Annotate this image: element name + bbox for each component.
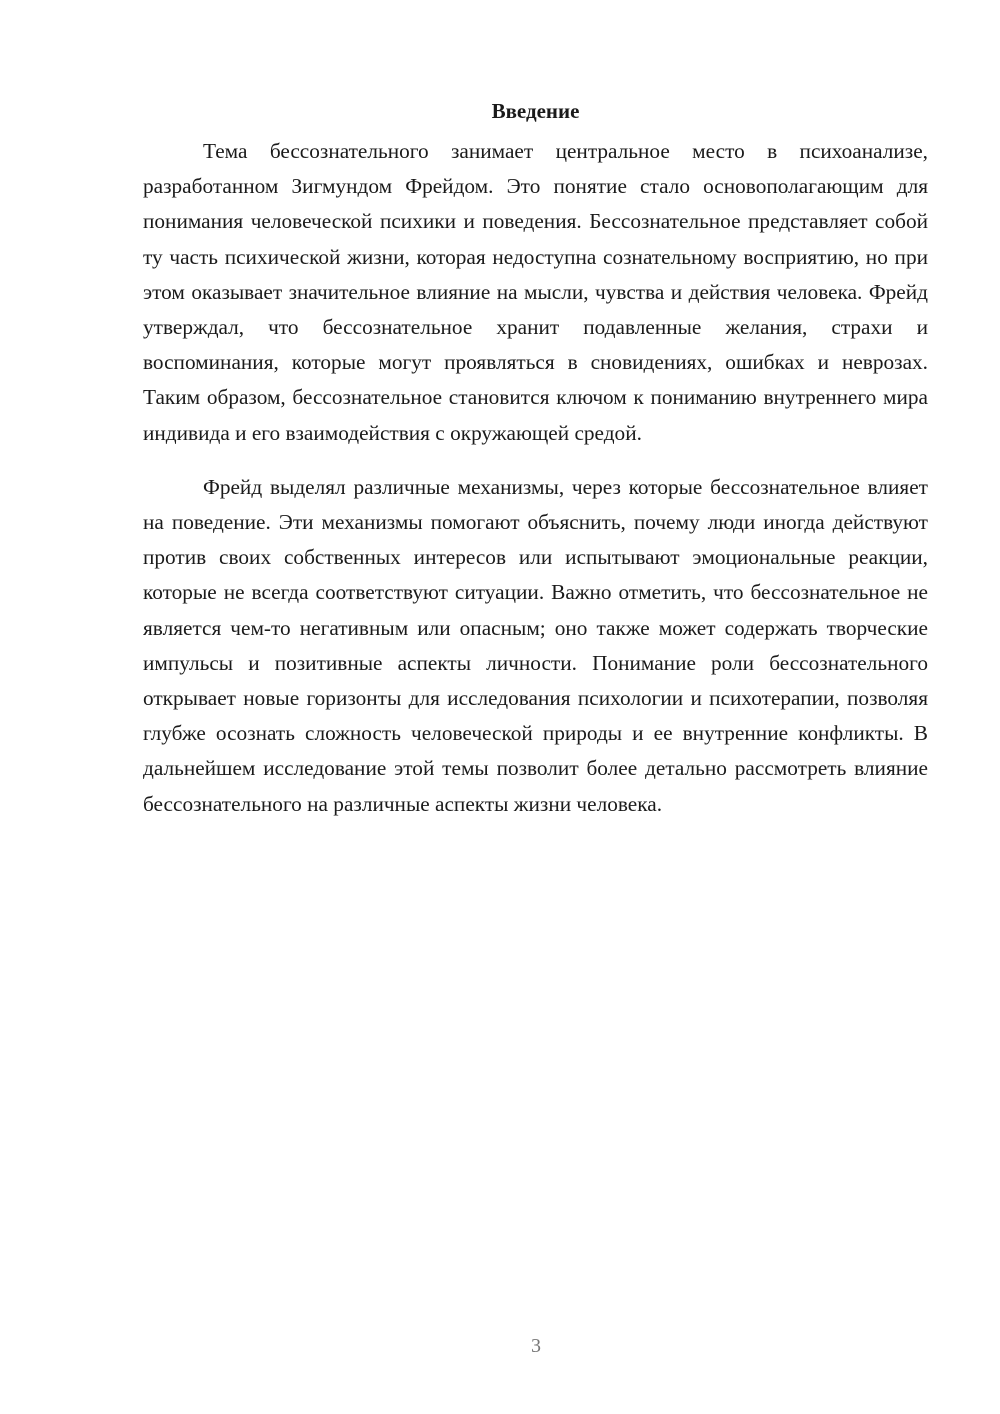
paragraph-1: Тема бессознательного занимает центральное место в психоанализе, разработанном Зигмундом Фрейдом. Это понятие стало основополагающим для понимания человеческой психики и поведения. Бессознательное представляет собой ту часть психической жизни, которая недоступна сознательному восприятию, но при этом оказывает значительное влияние на мысли, чувства и действия человека. Фрейд утверждал, что бессознательное хранит подавленные желания, страхи и воспоминания, которые могут проявляться в сновидениях, ошибках и неврозах. Таким образом, бессознательное становится ключом к пониманию внутреннего мира индивида и его взаимодействия с окружающей средой. — [143, 139, 928, 445]
page-number: 3 — [531, 1335, 541, 1357]
paragraph-2: Фрейд выделял различные механизмы, через которые бессознательное влияет на поведение. Эти механизмы помогают объяснить, почему люди иногда действуют против своих собственных интересов или испытывают эмоциональные реакции, которые не всегда соответствуют ситуации. Важно отметить, что бессознательное не является чем-то негативным или опасным; оно также может содержать творческие импульсы и позитивные аспекты личности. Понимание роли бессознательного открывает новые горизонты для исследования психологии и психотерапии, позволяя глубже осознать сложность человеческой природы и ее внутренние конфликты. В дальнейшем исследование этой темы позволит более детально рассмотреть влияние бессознательного на различные аспекты жизни человека. — [143, 474, 928, 816]
page-content — [143, 95, 928, 822]
section-title: Введение — [491, 99, 580, 123]
